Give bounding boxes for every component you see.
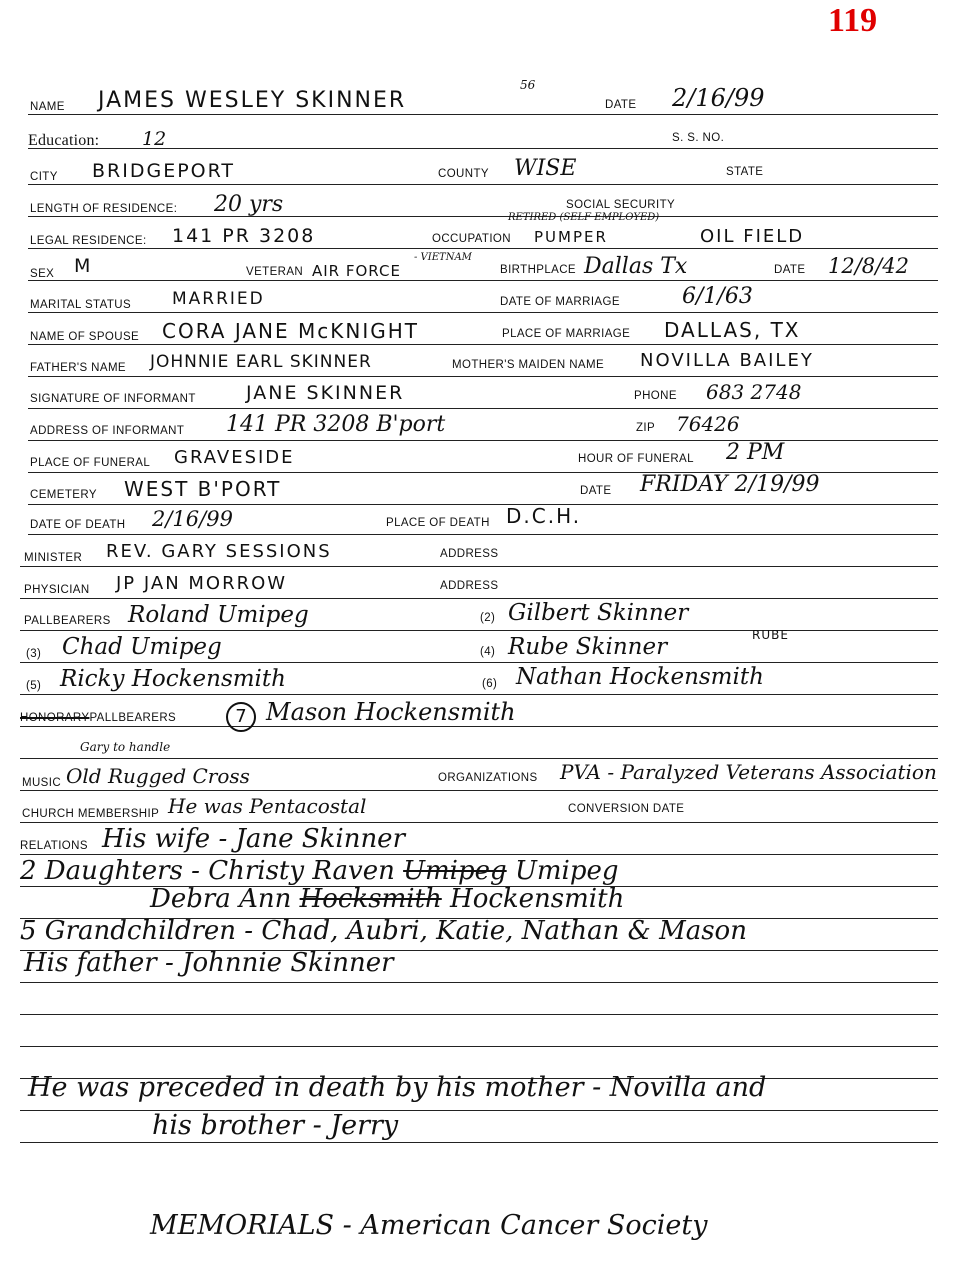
occupation-field-value: OIL FIELD bbox=[700, 226, 805, 247]
state-label: STATE bbox=[726, 166, 764, 178]
age-value: 56 bbox=[520, 78, 536, 92]
pallbearer-3: Chad Umipeg bbox=[62, 634, 222, 660]
date-of-marriage-label: DATE OF MARRIAGE bbox=[500, 296, 620, 308]
education-value: 12 bbox=[142, 128, 167, 150]
ss-no-label: S. S. NO. bbox=[672, 132, 725, 144]
place-of-death-value: D.C.H. bbox=[506, 504, 582, 528]
music-label: MUSIC bbox=[22, 777, 62, 789]
date-label: DATE bbox=[605, 99, 637, 111]
physician-address-label: ADDRESS bbox=[440, 580, 499, 592]
minister-address-label: ADDRESS bbox=[440, 548, 499, 560]
organizations-value: PVA - Paralyzed Veterans Association bbox=[560, 760, 937, 784]
occupation-label: OCCUPATION bbox=[432, 233, 511, 245]
county-label: COUNTY bbox=[438, 168, 489, 180]
fathers-name-label: FATHER'S NAME bbox=[30, 362, 126, 374]
name-of-spouse-value: CORA JANE McKNIGHT bbox=[162, 319, 419, 343]
relations-line-5: His father - Johnnie Skinner bbox=[24, 948, 394, 978]
physician-value: JP JAN MORROW bbox=[116, 573, 288, 594]
page-number: 119 bbox=[828, 2, 878, 39]
veteran-label: VETERAN bbox=[246, 266, 304, 278]
phone-label: PHONE bbox=[634, 390, 677, 402]
social-security-label: SOCIAL SECURITY bbox=[566, 199, 676, 211]
relations-line-2a: 2 Daughters - Christy Raven bbox=[20, 856, 395, 886]
pallbearers-label: PALLBEARERS bbox=[24, 615, 111, 627]
length-of-residence-label: LENGTH OF RESIDENCE: bbox=[30, 203, 178, 215]
honorary-struck: HONORARY bbox=[20, 712, 90, 724]
length-of-residence-value: 20 yrs bbox=[214, 192, 284, 217]
date-of-marriage-value: 6/1/63 bbox=[682, 284, 753, 309]
place-of-marriage-label: PLACE OF MARRIAGE bbox=[502, 328, 631, 340]
pallbearer-4: Rube Skinner bbox=[508, 634, 668, 660]
legal-residence-label: LEGAL RESIDENCE: bbox=[30, 235, 147, 247]
date-of-death-label: DATE OF DEATH bbox=[30, 519, 126, 531]
relations-line-2c: Umipeg bbox=[514, 856, 619, 886]
signature-of-informant-label: SIGNATURE OF INFORMANT bbox=[30, 393, 196, 405]
pallbearer-2-number: (2) bbox=[480, 612, 496, 624]
marital-status-label: MARITAL STATUS bbox=[30, 299, 132, 311]
relations-line-3c: Hockensmith bbox=[450, 884, 625, 914]
veteran-value: AIR FORCE bbox=[312, 262, 401, 280]
phone-value: 683 2748 bbox=[706, 380, 802, 404]
date-value: 2/16/99 bbox=[672, 84, 765, 112]
birth-date-value: 12/8/42 bbox=[828, 254, 909, 278]
name-value: JAMES WESLEY SKINNER bbox=[98, 88, 407, 113]
place-of-funeral-label: PLACE OF FUNERAL bbox=[30, 457, 151, 469]
pallbearer-5-number: (5) bbox=[26, 680, 42, 692]
name-of-spouse-label: NAME OF SPOUSE bbox=[30, 331, 140, 343]
relations-line-2 bbox=[20, 856, 619, 886]
pallbearer-5: Ricky Hockensmith bbox=[60, 666, 286, 692]
pallbearer-2: Gilbert Skinner bbox=[508, 600, 689, 626]
honorary-note: Gary to handle bbox=[80, 740, 171, 754]
relations-label: RELATIONS bbox=[20, 840, 88, 852]
cemetery-value: WEST B'PORT bbox=[124, 477, 282, 501]
zip-label: ZIP bbox=[636, 422, 656, 434]
mothers-maiden-name-value: NOVILLA BAILEY bbox=[640, 350, 814, 371]
pallbearer-1: Roland Umipeg bbox=[128, 602, 309, 628]
city-value: BRIDGEPORT bbox=[92, 160, 236, 182]
veteran-note: - VIETNAM bbox=[414, 252, 472, 263]
minister-label: MINISTER bbox=[24, 552, 83, 564]
city-label: CITY bbox=[30, 171, 58, 183]
birth-date-label: DATE bbox=[774, 264, 806, 276]
fathers-name-value: JOHNNIE EARL SKINNER bbox=[150, 352, 372, 372]
pallbearer-6-number: (6) bbox=[482, 678, 498, 690]
occupation-retired-value: RETIRED (SELF EMPLOYED) bbox=[508, 212, 660, 223]
place-of-death-label: PLACE OF DEATH bbox=[386, 517, 490, 529]
pallbearer-4-number: (4) bbox=[480, 646, 496, 658]
pallbearer-7: Mason Hockensmith bbox=[266, 698, 516, 726]
conversion-date-label: CONVERSION DATE bbox=[568, 803, 685, 815]
birthplace-label: BIRTHPLACE bbox=[500, 264, 577, 276]
relations-line-4: 5 Grandchildren - Chad, Aubri, Katie, Nathan & Mason bbox=[20, 916, 747, 946]
relations-line-3b-struck: Hocksmith bbox=[299, 884, 442, 914]
funeral-date-label: DATE bbox=[580, 485, 612, 497]
signature-of-informant-value: JANE SKINNER bbox=[246, 382, 405, 404]
relations-line-1: His wife - Jane Skinner bbox=[102, 824, 405, 854]
relations-line-2b-struck: Umipeg bbox=[403, 856, 507, 886]
education-label: Education: bbox=[28, 132, 100, 149]
address-of-informant-label: ADDRESS OF INFORMANT bbox=[30, 425, 185, 437]
marital-status-value: MARRIED bbox=[172, 289, 265, 309]
funeral-date-value: FRIDAY 2/19/99 bbox=[640, 472, 820, 497]
relations-line-3a: Debra Ann bbox=[150, 884, 292, 914]
preceded-line-2: his brother - Jerry bbox=[152, 1110, 399, 1141]
hour-of-funeral-label: HOUR OF FUNERAL bbox=[578, 453, 694, 465]
music-value: Old Rugged Cross bbox=[66, 764, 250, 788]
honorary-pallbearers-label bbox=[20, 712, 176, 724]
name-label: NAME bbox=[30, 101, 65, 113]
hour-of-funeral-value: 2 PM bbox=[726, 440, 785, 465]
pallbearer-3-number: (3) bbox=[26, 648, 42, 660]
memorials-line: MEMORIALS - American Cancer Society bbox=[150, 1210, 708, 1241]
cemetery-label: CEMETERY bbox=[30, 489, 97, 501]
church-membership-value: He was Pentacostal bbox=[168, 794, 367, 818]
date-of-death-value: 2/16/99 bbox=[152, 507, 233, 531]
county-value: WISE bbox=[514, 156, 577, 181]
organizations-label: ORGANIZATIONS bbox=[438, 772, 538, 784]
preceded-line-1: He was preceded in death by his mother - Novilla and bbox=[28, 1072, 767, 1103]
place-of-funeral-value: GRAVESIDE bbox=[174, 447, 295, 468]
place-of-marriage-value: DALLAS, TX bbox=[664, 318, 801, 342]
church-membership-label: CHURCH MEMBERSHIP bbox=[22, 808, 160, 820]
legal-residence-value: 141 PR 3208 bbox=[172, 225, 316, 247]
address-of-informant-value: 141 PR 3208 B'port bbox=[226, 412, 446, 437]
occupation-pumper-value: PUMPER bbox=[534, 228, 608, 246]
pallbearer-7-number: 7 bbox=[226, 702, 256, 732]
physician-label: PHYSICIAN bbox=[24, 584, 90, 596]
birthplace-value: Dallas Tx bbox=[584, 254, 688, 279]
sex-value: M bbox=[74, 255, 93, 277]
sex-label: SEX bbox=[30, 268, 55, 280]
honorary-rest: PALLBEARERS bbox=[89, 712, 177, 724]
relations-line-3 bbox=[150, 884, 624, 914]
minister-value: REV. GARY SESSIONS bbox=[106, 541, 332, 562]
mothers-maiden-name-label: MOTHER'S MAIDEN NAME bbox=[452, 359, 605, 371]
zip-value: 76426 bbox=[676, 412, 740, 436]
pallbearer-4-note: RUBE bbox=[752, 628, 789, 642]
pallbearer-6: Nathan Hockensmith bbox=[516, 664, 764, 690]
